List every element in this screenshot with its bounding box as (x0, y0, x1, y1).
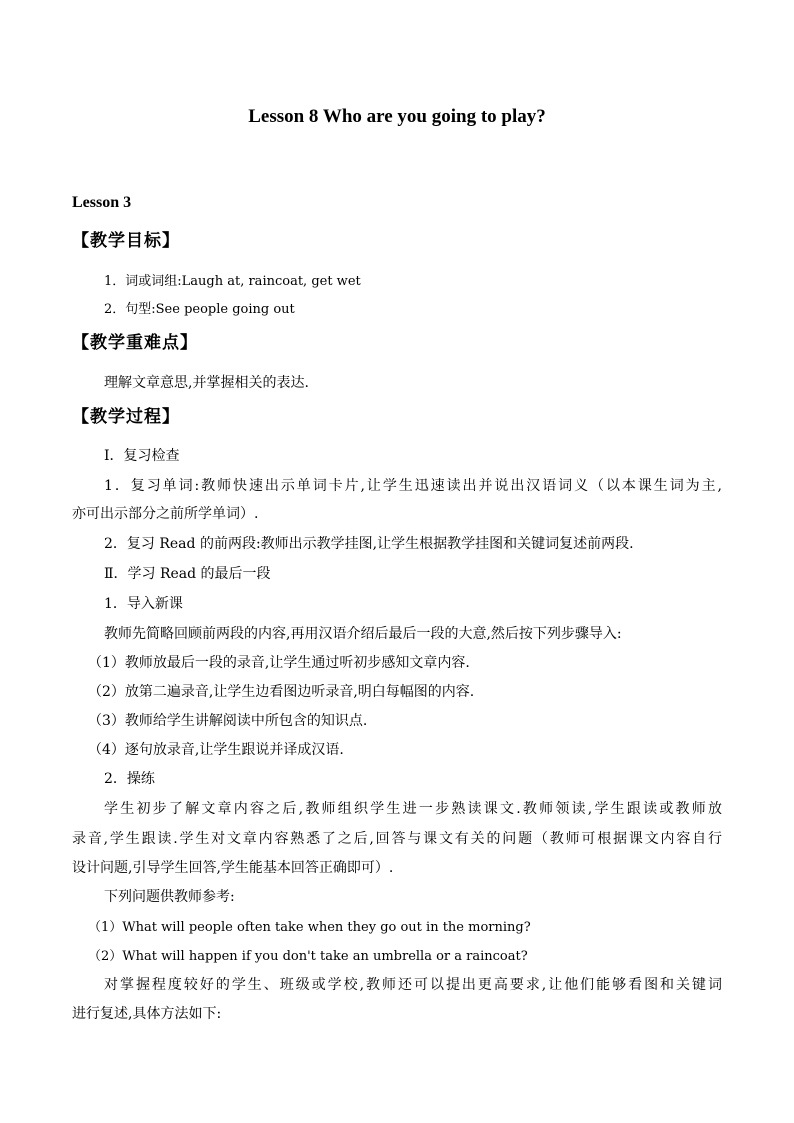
lesson-label: Lesson 3 (72, 194, 132, 211)
key-point-text: 理解文章意思,并掌握相关的表达. (104, 375, 309, 391)
step-2: （2）放第二遍录音,让学生边看图边听录音,明白每幅图的内容. (88, 684, 475, 700)
heading-key-points: 【教学重难点】 (72, 333, 198, 353)
drill-line-1: 学生初步了解文章内容之后,教师组织学生进一步熟读课文.教师领读,学生跟读或教师放 (104, 801, 722, 817)
review-words-line1: 1．复习单词:教师快速出示单词卡片,让学生迅速读出并说出汉语词义（以本课生词为主, (104, 478, 722, 494)
goal-item-1: 1．词或词组:Laugh at, raincoat, get wet (104, 274, 361, 289)
intro-text: 教师先简略回顾前两段的内容,再用汉语介绍后最后一段的大意,然后按下列步骤导入: (104, 626, 622, 642)
heading-goals: 【教学目标】 (72, 231, 180, 251)
drill-line-3: 设计问题,引导学生回答,学生能基本回答正确即可）. (72, 860, 394, 876)
question-2: （2）What will happen if you don't take an umbrella or a raincoat? (88, 949, 528, 964)
reference-intro: 下列问题供教师参考: (104, 889, 235, 905)
step-3: （3）教师给学生讲解阅读中所包含的知识点. (88, 713, 368, 729)
drill-title: 2．操练 (104, 771, 155, 787)
advanced-line-1: 对掌握程度较好的学生、班级或学校,教师还可以提出更高要求,让他们能够看图和关键词 (104, 977, 722, 993)
document-title: Lesson 8 Who are you going to play? (248, 106, 546, 127)
drill-line-2: 录音,学生跟读.学生对文章内容熟悉了之后,回答与课文有关的问题（教师可根据课文内容自行 (72, 831, 722, 847)
step-1: （1）教师放最后一段的录音,让学生通过听初步感知文章内容. (88, 655, 470, 671)
section-ii-title: Ⅱ．学习 Read 的最后一段 (104, 566, 271, 582)
review-words-line2: 亦可出示部分之前所学单词）. (72, 506, 259, 522)
intro-title: 1．导入新课 (104, 596, 183, 612)
goal-item-2: 2．句型:See people going out (104, 302, 295, 317)
step-4: （4）逐句放录音,让学生跟说并译成汉语. (88, 742, 344, 758)
section-i-title: Ⅰ．复习检查 (104, 448, 180, 464)
question-1: （1）What will people often take when they go out in the morning? (88, 920, 531, 935)
heading-process: 【教学过程】 (72, 407, 180, 427)
advanced-line-2: 进行复述,具体方法如下: (72, 1006, 222, 1022)
review-read-paragraph: 2．复习 Read 的前两段:教师出示教学挂图,让学生根据教学挂图和关键词复述前两段. (104, 536, 634, 552)
